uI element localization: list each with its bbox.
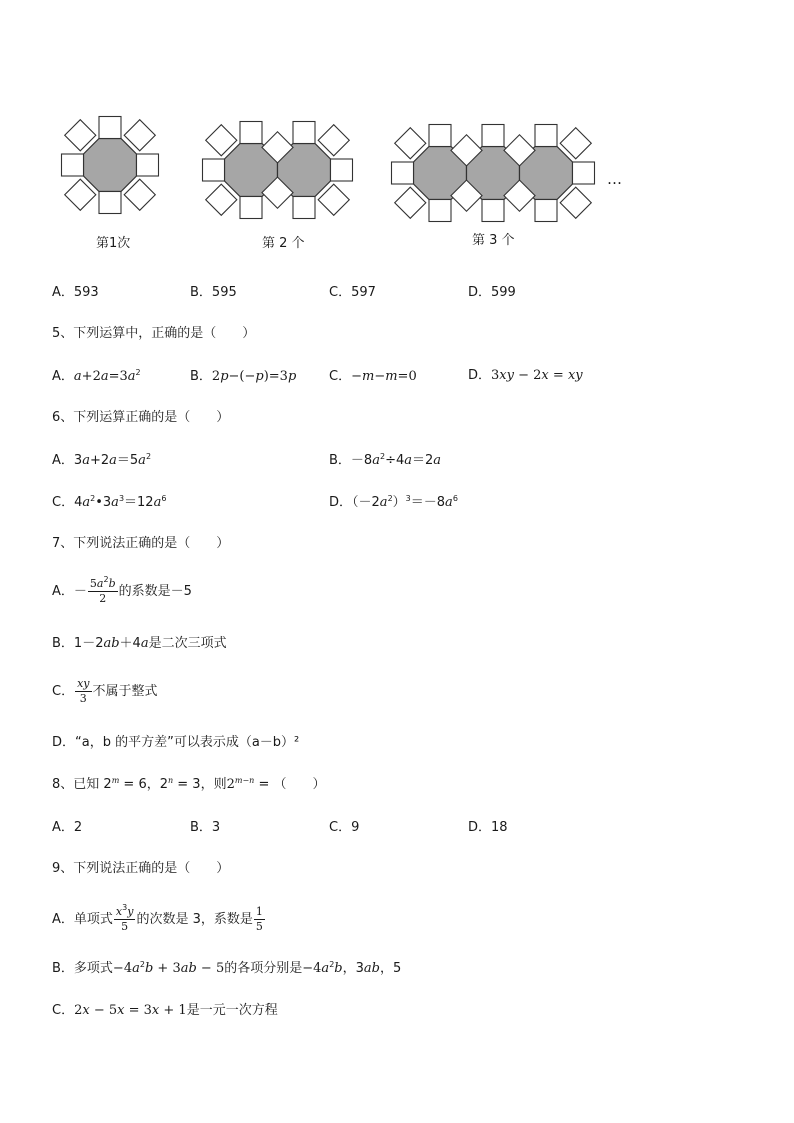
q5-option-c: C．−m−m=0 bbox=[329, 369, 417, 384]
q8-stem: 8、已知 $2^m = 6$，$2^n = 3$，则$2^{m-n}$ = （ ） bbox=[52, 776, 326, 792]
q9-option-c: C．2x − 5x = 3x + 1是一元一次方程 bbox=[52, 1003, 278, 1018]
q4-option-b: B．595 bbox=[190, 285, 237, 300]
q5-b-label: B． bbox=[190, 369, 212, 384]
square bbox=[535, 125, 557, 147]
q7-c-label: C． bbox=[52, 684, 75, 699]
q5-option-b: B．2p−(−p)=3p bbox=[190, 369, 297, 384]
square bbox=[429, 200, 451, 222]
q6-option-d: D．$(-2a^2)^3=-8a^6$ bbox=[329, 494, 458, 510]
square bbox=[482, 200, 504, 222]
q4-option-a: A．593 bbox=[52, 285, 99, 300]
q6-option-a: A．$3a+2a=5a^2$ bbox=[52, 452, 152, 468]
square bbox=[331, 159, 353, 181]
q8-stem-mid2: = 3，则 bbox=[173, 777, 227, 792]
q4-option-c: C．597 bbox=[329, 285, 376, 300]
fraction-x3y-over-5: $\frac{x^3y}{5}$ bbox=[115, 903, 134, 933]
q8-option-a: A．2 bbox=[52, 820, 83, 835]
q8-option-c: C．9 bbox=[329, 820, 360, 835]
pattern-shapes bbox=[62, 117, 595, 222]
q8-stem-mid1: = 6，2 bbox=[119, 777, 168, 792]
fraction-xy-over-3: $\frac{xy}{3}$ bbox=[77, 677, 90, 705]
q8-option-b: B．3 bbox=[190, 820, 221, 835]
square bbox=[293, 122, 315, 144]
q6-b-label: B． bbox=[329, 453, 351, 468]
q7-a-text: 的系数是－5 bbox=[118, 584, 192, 599]
q6-option-c: C．$4a^2•3a^3=12a^6$ bbox=[52, 494, 167, 510]
q5-c-label: C． bbox=[329, 369, 352, 384]
q9-option-b: B．多项式$-4a^2b + 3ab - 5$的各项分别是$-4a^2b$，3ab，5 bbox=[52, 960, 402, 976]
q7-c-text: 不属于整式 bbox=[92, 684, 158, 699]
q5-a-label: A． bbox=[52, 369, 74, 384]
square bbox=[240, 122, 262, 144]
q9-c-post: 是一元一次方程 bbox=[186, 1003, 278, 1018]
q7-option-a bbox=[52, 577, 192, 606]
q9-b-mid: 的各项分别是 bbox=[224, 961, 303, 976]
q5-option-d: D．3xy − 2x = xy bbox=[468, 368, 583, 383]
q7-a-label: A．－ bbox=[52, 584, 87, 599]
fraction-1-over-5: $\frac{1}{5}$ bbox=[255, 905, 263, 933]
q8-option-d: D．18 bbox=[468, 820, 508, 835]
q7-option-d: D．“a，b 的平方差”可以表示成（a－b）² bbox=[52, 735, 300, 750]
square bbox=[203, 159, 225, 181]
q9-a-mid: 的次数是 3，系数是 bbox=[136, 912, 253, 927]
square bbox=[99, 192, 121, 214]
q9-b-pre: B．多项式 bbox=[52, 961, 113, 976]
q4-option-d: D．599 bbox=[468, 285, 516, 300]
square bbox=[535, 200, 557, 222]
q6-c-label: C． bbox=[52, 495, 75, 510]
q9-stem: 9、下列说法正确的是（ ） bbox=[52, 861, 230, 876]
q9-a-pre: A．单项式 bbox=[52, 912, 113, 927]
q5-d-label: D． bbox=[468, 368, 492, 383]
q7-option-b: B．1－2ab＋4a是二次三项式 bbox=[52, 636, 227, 651]
q8-stem-pre: 8、已知 2 bbox=[52, 777, 112, 792]
q7-option-c bbox=[52, 677, 158, 706]
square bbox=[240, 197, 262, 219]
square bbox=[99, 117, 121, 139]
q5-option-a: A．$a+2a=3a^2$ bbox=[52, 368, 141, 384]
square bbox=[573, 162, 595, 184]
square bbox=[62, 154, 84, 176]
octagon-pattern-figure bbox=[0, 0, 794, 260]
ellipsis: … bbox=[607, 170, 622, 188]
q7-stem: 7、下列说法正确的是（ ） bbox=[52, 536, 230, 551]
square bbox=[392, 162, 414, 184]
q6-d-label: D． bbox=[329, 495, 353, 510]
q8-stem-post: = （ ） bbox=[254, 777, 326, 792]
q6-stem: 6、下列运算正确的是（ ） bbox=[52, 410, 230, 425]
caption-figure-1: 第1次 bbox=[96, 236, 131, 251]
caption-figure-3: 第 3 个 bbox=[472, 233, 515, 248]
square bbox=[293, 197, 315, 219]
q9-c-pre: C． bbox=[52, 1003, 75, 1018]
q6-option-b: B．$-8a^2\div 4a=2a$ bbox=[329, 452, 442, 468]
q7-b-label: B．1－2 bbox=[52, 636, 104, 651]
q9-option-a bbox=[52, 905, 266, 934]
q7-b-text: 是二次三项式 bbox=[148, 636, 227, 651]
q5-stem: 5、下列运算中，正确的是（ ） bbox=[52, 326, 256, 341]
square bbox=[482, 125, 504, 147]
q6-a-label: A． bbox=[52, 453, 74, 468]
caption-figure-2: 第 2 个 bbox=[262, 236, 305, 251]
square bbox=[137, 154, 159, 176]
fraction-5a2b-over-2: $\frac{5a^2b}{2}$ bbox=[89, 575, 116, 605]
square bbox=[429, 125, 451, 147]
octagon bbox=[84, 139, 137, 192]
